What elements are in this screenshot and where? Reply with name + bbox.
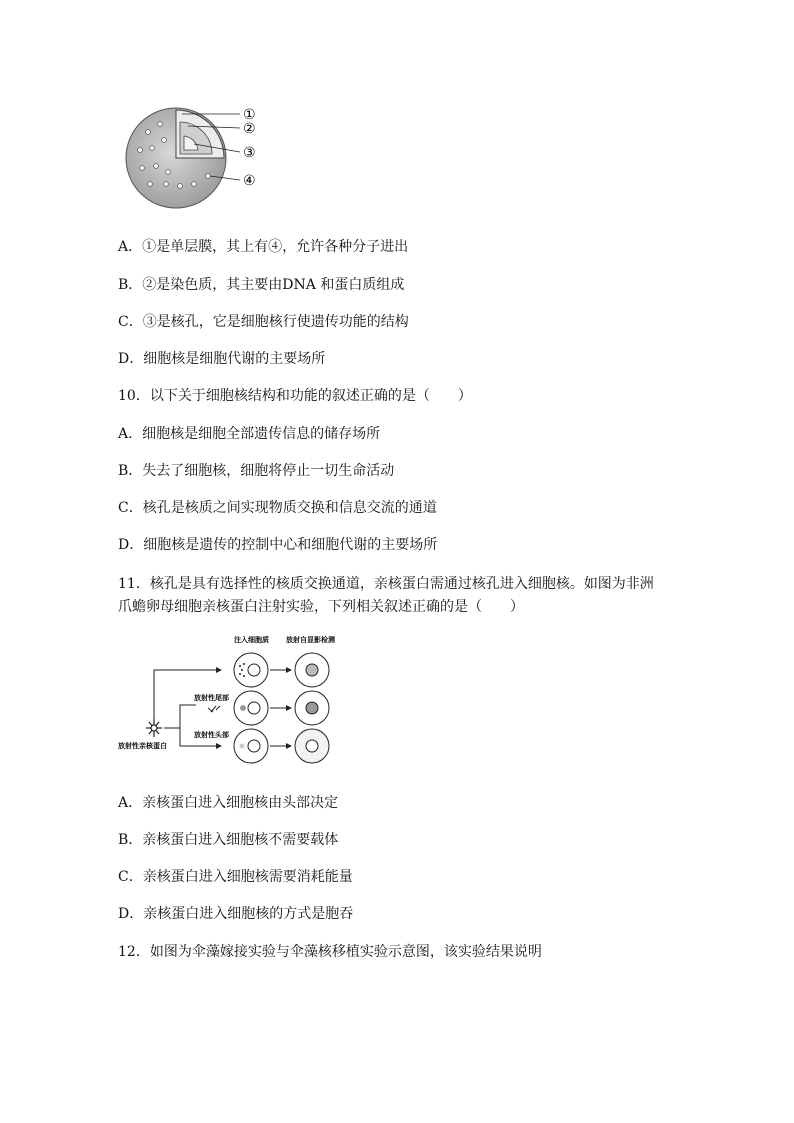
protein-label: 放射性亲核蛋白	[118, 742, 167, 750]
label-2: ②	[243, 121, 256, 137]
head-label: 放射性头部	[194, 731, 229, 739]
q10-option-b: B．失去了细胞核，细胞将停止一切生命活动	[118, 463, 395, 479]
q11-stem-line1: 11．核孔是具有选择性的核质交换通道，亲核蛋白需通过核孔进入细胞核。如图为非洲	[118, 576, 654, 592]
q10-option-d: D．细胞核是遗传的控制中心和细胞代谢的主要场所	[118, 537, 438, 553]
q10-stem: 10．以下关于细胞核结构和功能的叙述正确的是（ ）	[118, 388, 472, 404]
q11-option-c: C．亲核蛋白进入细胞核需要消耗能量	[118, 869, 353, 885]
nucleus-structure-diagram	[118, 100, 268, 215]
q12-stem: 12．如图为伞藻嫁接实验与伞藻核移植实验示意图，该实验结果说明	[118, 944, 542, 960]
q11-option-d: D．亲核蛋白进入细胞核的方式是胞吞	[118, 906, 354, 922]
q11-option-a: A．亲核蛋白进入细胞核由头部决定	[118, 795, 339, 811]
tail-fragment-icon	[208, 706, 220, 712]
col-inject-label: 注入细胞质	[234, 636, 269, 644]
q9-option-d: D．细胞核是细胞代谢的主要场所	[118, 351, 326, 367]
q11-stem-line2: 爪蟾卵母细胞亲核蛋白注射实验，下列相关叙述正确的是（ ）	[118, 599, 524, 615]
q10-option-a: A．细胞核是细胞全部遗传信息的储存场所	[118, 426, 381, 442]
protein-icon	[146, 719, 162, 737]
q9-option-b: B．②是染色质，其主要由DNA 和蛋白质组成	[118, 277, 405, 293]
tail-label: 放射性尾部	[194, 694, 229, 702]
label-1: ①	[243, 107, 256, 123]
injection-experiment-diagram	[116, 630, 346, 770]
q10-option-c: C．核孔是核质之间实现物质交换和信息交流的通道	[118, 500, 437, 516]
q9-option-a: A．①是单层膜，其上有④，允许各种分子进出	[118, 239, 409, 255]
label-4: ④	[243, 173, 256, 189]
q9-option-c: C．③是核孔，它是细胞核行使遗传功能的结构	[118, 314, 409, 330]
col-detect-label: 放射自显影检测	[286, 636, 335, 644]
label-3: ③	[243, 145, 256, 161]
q11-option-b: B．亲核蛋白进入细胞核不需要载体	[118, 832, 339, 848]
